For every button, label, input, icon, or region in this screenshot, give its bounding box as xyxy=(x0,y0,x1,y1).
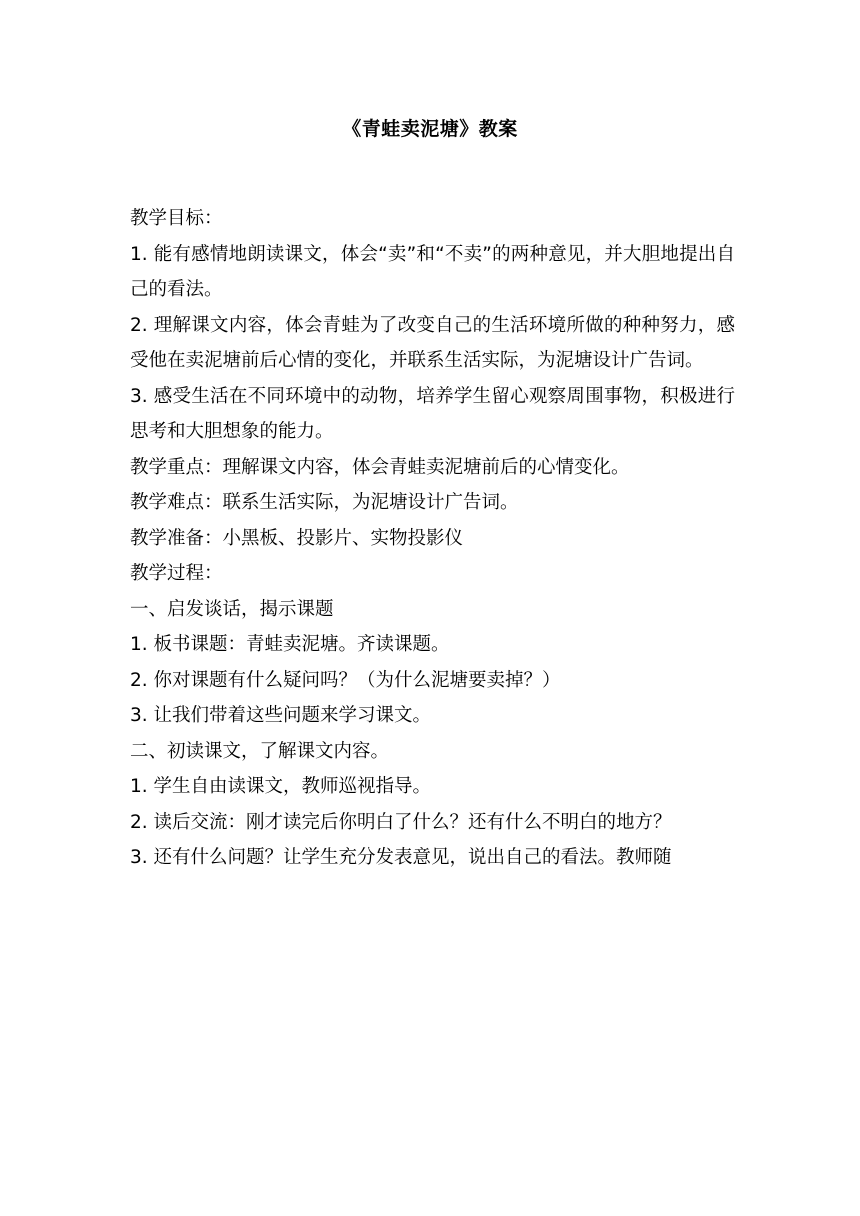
process-step-item: 1. 学生自由读课文，教师巡视指导。 xyxy=(130,776,432,797)
process-step-item: 2. 你对课题有什么疑问吗？（为什么泥塘要卖掉？） xyxy=(130,669,561,691)
process-step-item: 1. 板书课题：青蛙卖泥塘。齐读课题。 xyxy=(130,634,450,655)
document-title: 《青蛙卖泥塘》教案 xyxy=(342,118,518,140)
teaching-difficulty: 教学难点：联系生活实际，为泥塘设计广告词。 xyxy=(130,492,519,513)
objective-item: 3. 感受生活在不同环境中的动物，培养学生留心观察周围事物，积极进行思考和大胆想象的能力。 xyxy=(130,385,735,442)
teaching-focus: 教学重点：理解课文内容，体会青蛙卖泥塘前后的心情变化。 xyxy=(130,456,630,478)
section-heading-objectives: 教学目标： xyxy=(130,208,223,229)
process-step-item: 2. 读后交流：刚才读完后你明白了什么？还有什么不明白的地方？ xyxy=(130,811,672,833)
process-step-item: 3. 让我们带着这些问题来学习课文。 xyxy=(130,705,432,726)
section-heading-process: 教学过程： xyxy=(130,563,223,584)
process-step-heading: 二、初读课文，了解课文内容。 xyxy=(130,740,390,762)
document-body xyxy=(130,201,735,876)
objective-item: 2. 理解课文内容，体会青蛙为了改变自己的生活环境所做的种种努力，感受他在卖泥塘前后心情的变化，并联系生活实际，为泥塘设计广告词。 xyxy=(130,314,735,371)
teaching-preparation: 教学准备：小黑板、投影片、实物投影仪 xyxy=(130,527,464,549)
process-step-heading: 一、启发谈话，揭示课题 xyxy=(130,598,334,620)
objective-item: 1. 能有感情地朗读课文，体会“卖”和“不卖”的两种意见，并大胆地提出自己的看法。 xyxy=(130,243,735,300)
process-step-item: 3. 还有什么问题？让学生充分发表意见，说出自己的看法。教师随 xyxy=(130,847,672,868)
